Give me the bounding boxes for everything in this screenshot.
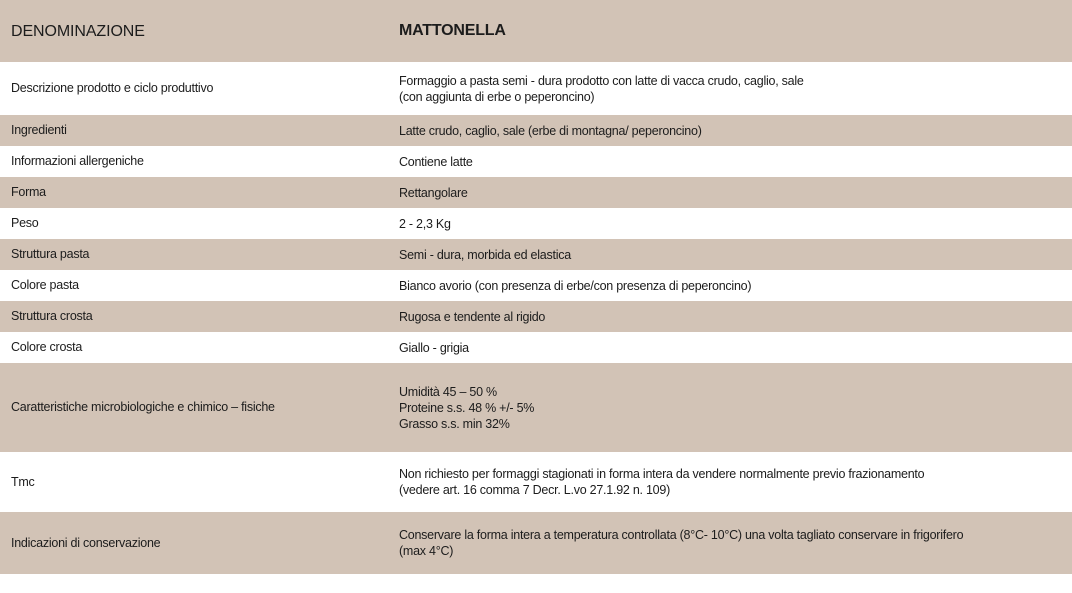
spec-value — [388, 527, 1072, 559]
spec-value-line: Rugosa e tendente al rigido — [399, 309, 546, 324]
spec-value-line: (vedere art. 16 comma 7 Decr. L.vo 27.1.92 n. 109) — [399, 483, 670, 497]
spec-value-line: Giallo - grigia — [399, 340, 469, 355]
spec-label: Caratteristiche microbiologiche e chimico – fisiche — [11, 400, 275, 414]
spec-row-colore-pasta — [0, 270, 1072, 301]
spec-label: Ingredienti — [11, 123, 67, 137]
spec-value-line: Formaggio a pasta semi - dura prodotto con latte di vacca crudo, caglio, sale — [399, 73, 804, 88]
spec-row-caratteristiche — [0, 363, 1072, 452]
spec-row-peso — [0, 208, 1072, 239]
spec-row-descrizione — [0, 62, 1072, 115]
table-header-row — [0, 0, 1072, 62]
spec-row-forma — [0, 177, 1072, 208]
spec-value-line: Grasso s.s. min 32% — [399, 416, 510, 431]
spec-row-struttura-pasta — [0, 239, 1072, 270]
spec-value — [388, 309, 1072, 325]
spec-value — [388, 384, 1072, 432]
spec-value-line: Umidità 45 – 50 % — [399, 384, 497, 399]
spec-value — [388, 247, 1072, 263]
spec-value — [388, 185, 1072, 201]
spec-value-line: (con aggiunta di erbe o peperoncino) — [399, 89, 595, 104]
spec-label: Struttura pasta — [11, 247, 90, 261]
spec-value — [388, 216, 1072, 232]
spec-label: Indicazioni di conservazione — [11, 535, 161, 550]
spec-label: Colore pasta — [11, 278, 79, 292]
spec-row-colore-crosta — [0, 332, 1072, 363]
spec-row-ingredienti — [0, 115, 1072, 146]
spec-label: Peso — [11, 216, 39, 230]
header-label: DENOMINAZIONE — [11, 22, 145, 40]
spec-row-tmc — [0, 452, 1072, 512]
product-name: MATTONELLA — [399, 22, 506, 39]
spec-value-line: 2 - 2,3 Kg — [399, 216, 451, 231]
spec-label: Informazioni allergeniche — [11, 154, 144, 168]
spec-value-line: Non richiesto per formaggi stagionati in forma intera da vendere normalmente previo frazionamento — [399, 467, 925, 481]
spec-value-line: Latte crudo, caglio, sale (erbe di montagna/ peperoncino) — [399, 123, 702, 138]
spec-value-line: Contiene latte — [399, 154, 473, 169]
spec-value-line: Semi - dura, morbida ed elastica — [399, 247, 571, 262]
spec-row-conservazione — [0, 512, 1072, 574]
spec-value-line: Conservare la forma intera a temperatura controllata (8°C- 10°C) una volta tagliato conservare in frigorifero — [399, 528, 964, 542]
spec-label: Descrizione prodotto e ciclo produttivo — [11, 81, 214, 95]
spec-value — [388, 154, 1072, 170]
spec-label: Colore crosta — [11, 340, 83, 354]
spec-value-line: (max 4°C) — [399, 544, 454, 558]
spec-value — [388, 73, 1072, 105]
spec-value — [388, 123, 1072, 139]
spec-value — [388, 340, 1072, 356]
spec-value-line: Bianco avorio (con presenza di erbe/con presenza di peperoncino) — [399, 278, 752, 293]
spec-value — [388, 466, 1072, 498]
spec-value-line: Rettangolare — [399, 185, 468, 200]
spec-row-struttura-crosta — [0, 301, 1072, 332]
spec-label: Struttura crosta — [11, 309, 93, 323]
spec-label: Tmc — [11, 474, 35, 489]
spec-label: Forma — [11, 185, 46, 199]
spec-value-line: Proteine s.s. 48 % +/- 5% — [399, 400, 535, 415]
spec-value — [388, 278, 1072, 294]
spec-row-allergeni — [0, 146, 1072, 177]
